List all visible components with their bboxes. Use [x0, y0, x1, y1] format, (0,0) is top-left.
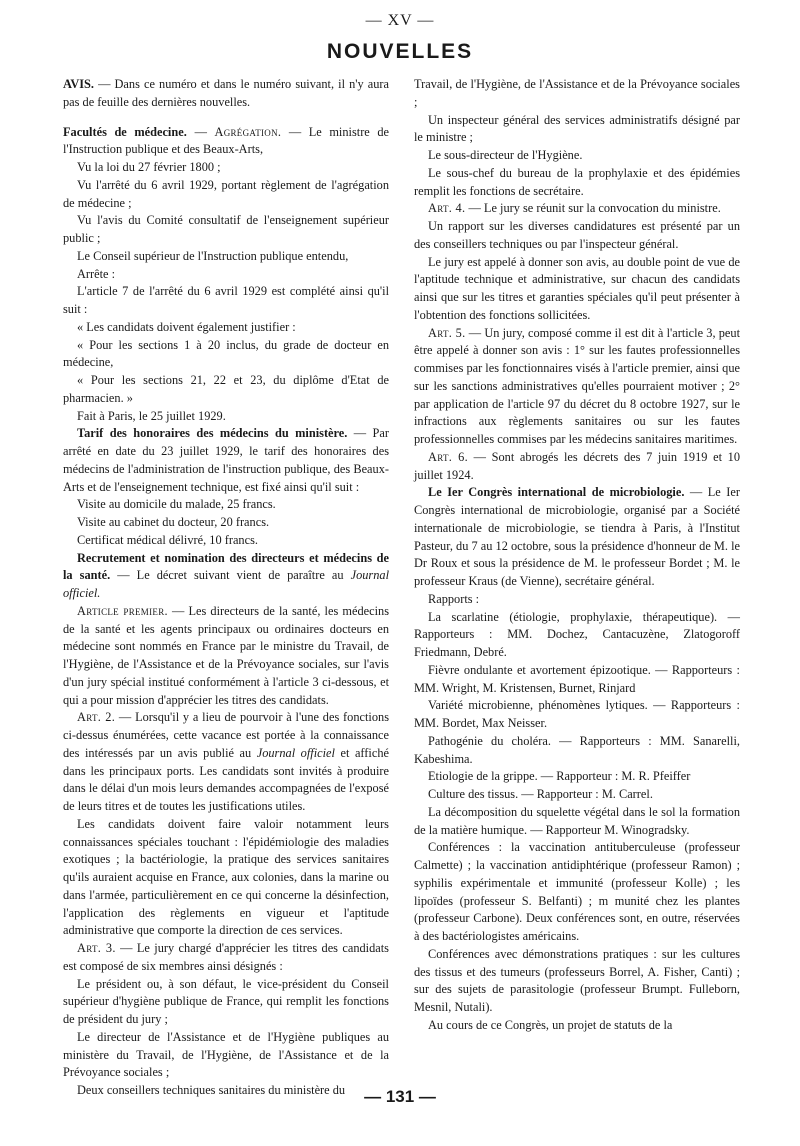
paragraph-art-3: Art. 3. — Le jury chargé d'apprécier les titres des candidats est composé de six membres ainsi désignés :: [63, 941, 389, 973]
paragraph-art-2: Art. 2. — Lorsqu'il y a lieu de pourvoir à l'une des fonctions ci-dessus énumérées, cette vacance est portée à la connaissance des intéressés par un avis publié au Journal officiel et affiché dans les principaux ports. Les candidats sont invités à produire dans le délai d'un mois leurs demandes accompagnées de l'exposé de leurs titres et de toutes les justifications utiles.: [63, 710, 389, 813]
page-number: — 131 —: [364, 1087, 436, 1106]
paragraph: Le sous-chef du bureau de la prophylaxie et des épidémies remplit les fonctions de secrétaire.: [414, 165, 740, 198]
paragraph: La décomposition du squelette végétal dans le sol la formation de la matière humique. — Rapporteur M. Winogradsky.: [414, 804, 740, 837]
paragraph: « Pour les sections 1 à 20 inclus, du grade de docteur en médecine,: [63, 337, 389, 370]
paragraph: Le Conseil supérieur de l'Instruction publique entendu,: [77, 248, 349, 263]
paragraph-art-5: Art. 5. — Un jury, composé comme il est dit à l'article 3, peut être appelé à donner son avis : 1° sur les fautes professionnelles commises par les fonctionnaires visés à l'article premier, ainsi que sur les sanctions administratives qu'elles pourraient motiver ; 2° par application de l'article 97 du décret du 8 octobre 1927, sur le infractions aux règlements sanitaires ou sur les fautes professionnelles commises par les médecins sanitaires maritimes.: [414, 325, 741, 446]
paragraph: Variété microbienne, phénomènes lytiques. — Rapporteurs : MM. Bordet, Max Neisser.: [414, 698, 740, 730]
paragraph: Fièvre ondulante et avortement épizootique. — Rapporteurs : MM. Wright, M. Kristensen, Burnet, Rinjard: [414, 662, 740, 695]
paragraph: L'article 7 de l'arrêté du 6 avril 1929 est complété ainsi qu'il suit :: [63, 284, 389, 316]
paragraph: Le président ou, à son défaut, le vice-président du Conseil supérieur d'hygiène publique de France, qui remplit les fonctions de président du jury ;: [63, 976, 389, 1026]
paragraph: « Les candidats doivent également justifier :: [77, 319, 296, 334]
paragraph-facultes: Facultés de médecine. — Agrégation. — Le ministre de l'Instruction publique et des Beaux-Arts,: [63, 124, 389, 157]
paragraph: Pathogénie du choléra. — Rapporteurs : MM. Sanarelli, Kabeshima.: [414, 733, 740, 766]
paragraph-art-4: Art. 4. — Le jury se réunit sur la convocation du ministre.: [428, 201, 721, 216]
heading-facultes: Facultés de médecine.: [63, 124, 187, 139]
heading-tarif: Tarif des honoraires des médecins du ministère.: [77, 426, 348, 441]
paragraph: Vu l'arrêté du 6 avril 1929, portant règlement de l'agrégation de médecine ;: [63, 177, 389, 210]
paragraph: Conférences avec démonstrations pratiques : sur les cultures des tissus et des tumeurs (professeurs Borrel, A. Fisher, Canti) ; sur des sujets de parasitologie (professeur Brumpt. Fulleborn, Mesnil, Nutali).: [414, 946, 740, 1014]
paragraph: Visite au cabinet du docteur, 20 francs.: [77, 515, 270, 529]
paragraph: Un rapport sur les diverses candidatures est présenté par un des conseillers techniques ou par l'inspecteur général.: [414, 219, 740, 251]
paragraph-article-premier: Article premier. — Les directeurs de la santé, les médecins de la santé et les agents principaux ou ordinaires docteurs en médecine sont nommés en France par le ministre du Travail, de l'Hygiène, de l'Assistance et de la Prévoyance sociales, sur l'avis d'un jury spécial institué conformément à l'article 3 ci-dessous, et qui a pour mission d'apprécier les titres des candidats.: [63, 603, 389, 707]
paragraph-art-6: Art. 6. — Sont abrogés les décrets des 7 juin 1919 et 10 juillet 1924.: [414, 449, 741, 482]
paragraph: Vu l'avis du Comité consultatif de l'enseignement supérieur public ;: [63, 213, 389, 245]
paragraph: Conférences : la vaccination antituberculeuse (professeur Calmette) ; la vaccination antidiphtérique (professeur Ramon) ; syphilis expérimentale et immunité (professeur Kolle) ; les lipoïdes (professeur S. Belfanti) ; m munité chez les plantes (professeur Carbone). Deux conférences sont, en outre, réservées à des bactériologistes américains.: [414, 840, 740, 943]
paragraph: Rapports :: [428, 591, 480, 606]
right-column: [414, 76, 740, 1035]
paragraph: Au cours de ce Congrès, un projet de statuts de la: [428, 1017, 673, 1032]
paragraph: Arrête :: [77, 266, 116, 281]
paragraph-avis: AVIS. — Dans ce numéro et dans le numéro suivant, il n'y aura pas de feuille des dernières nouvelles.: [63, 77, 389, 109]
paragraph: Travail, de l'Hygiène, de l'Assistance et de la Prévoyance sociales ;: [414, 77, 740, 109]
paragraph: Un inspecteur général des services administratifs désigné par le ministre ;: [414, 112, 740, 145]
paragraph-tarif: Tarif des honoraires des médecins du ministère. — Par arrêté en date du 23 juillet 1929, le tarif des honoraires des médecins de l'administration de l'instruction publique, des Beaux-Arts et de l'enseignement technique, est fixé ainsi qu'il suit :: [63, 426, 389, 494]
paragraph: La scarlatine (étiologie, prophylaxie, thérapeutique). — Rapporteurs : MM. Dochez, Cantacuzène, Zlatogoroff Friedmann, Debré.: [414, 609, 740, 659]
paragraph: Certificat médical délivré, 10 francs.: [77, 532, 258, 547]
heading-recrutement: Recrutement et nomination des directeurs et médecins de la santé.: [63, 550, 389, 583]
paragraph-congres: Le Ier Congrès international de microbiologie. — Le Ier Congrès international de microbiologie, organisé par a Société internationale de microbiologie, se tiendra à Paris, à l'Institut Pasteur, du 7 au 12 octobre, sous la présidence d'honneur de M. le Dr Roux et sous la présidence de M. le professeur Bordet ; M. le professeur Kraus (de Vienne), secrétaire général.: [414, 485, 740, 588]
paragraph: Les candidats doivent faire valoir notamment leurs connaissances spéciales touchant : l'épidémiologie des maladies exotiques ; la bactériologie, la pratique des services sanitaires qu'ils auraient acquise en France, aux colonies, dans la marine ou dans l'armée, particulièrement en ce qui concerne la désinfection, l'application des règlements en vigueur et l'aptitude administrative que comporte la direction de ces services.: [63, 816, 389, 938]
left-column: [63, 76, 389, 1100]
paragraph-recrutement: Recrutement et nomination des directeurs et médecins de la santé. — Le décret suivant vient de paraître au Journal officiel.: [63, 550, 389, 600]
page-title: NOUVELLES: [326, 40, 474, 63]
paragraph: Culture des tissus. — Rapporteur : M. Carrel.: [428, 787, 653, 801]
heading-congres: Le Ier Congrès international de microbiologie.: [428, 485, 685, 500]
paragraph: Vu la loi du 27 février 1800 ;: [77, 160, 221, 174]
paragraph: « Pour les sections 21, 22 et 23, du diplôme d'Etat de pharmacien. »: [63, 373, 389, 405]
paragraph: Le jury est appelé à donner son avis, au double point de vue de l'aptitude technique et administrative, sur chacun des candidats ainsi que sur les titres et garanties spéciales qu'il peut présenter à l'obtention des fonctions sollicitées.: [414, 254, 740, 322]
heading-avis: AVIS.: [63, 77, 94, 91]
paragraph: Deux conseillers techniques sanitaires du ministère du: [77, 1083, 346, 1097]
paragraph: Etiologie de la grippe. — Rapporteur : M. R. Pfeiffer: [428, 769, 691, 784]
roman-page-number: — XV —: [365, 12, 435, 29]
paragraph: Le directeur de l'Assistance et de l'Hygiène publiques au ministère du Travail, de l'Hygiène, de l'Assistance et de la Prévoyance sociales ;: [63, 1029, 389, 1080]
paragraph: Visite au domicile du malade, 25 francs.: [77, 497, 276, 512]
paragraph: Fait à Paris, le 25 juillet 1929.: [77, 408, 226, 423]
paragraph: Le sous-directeur de l'Hygiène.: [428, 148, 583, 162]
